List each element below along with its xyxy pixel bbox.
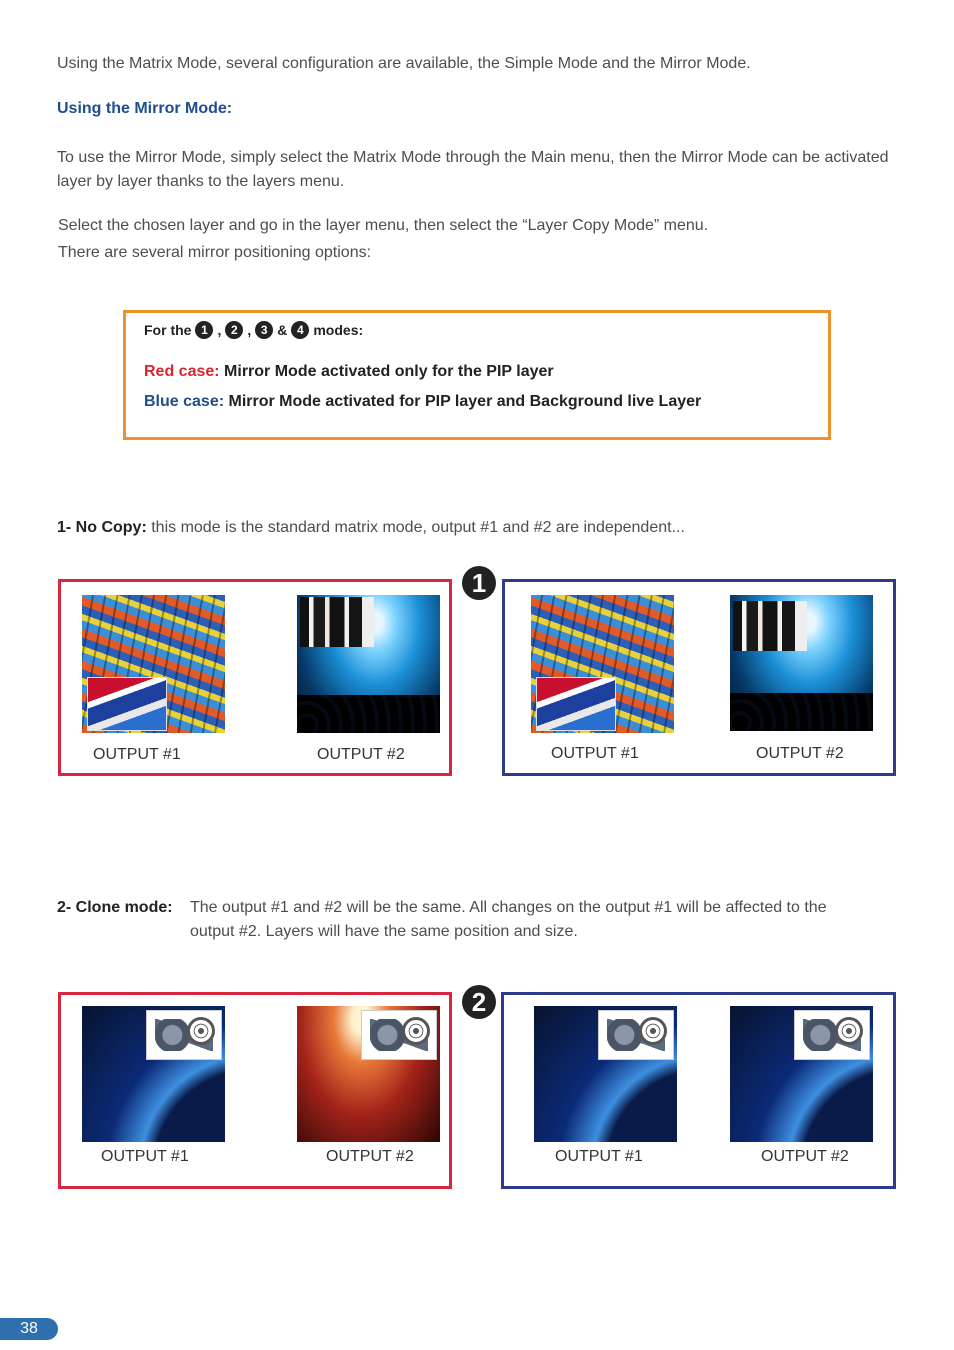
- para-options: There are several mirror positioning options:: [58, 244, 372, 261]
- legend-num-2: 2: [225, 321, 243, 339]
- mode1-blue-output2-label: OUTPUT #2: [756, 745, 844, 762]
- legend-blue-line: [144, 393, 701, 411]
- mode1-number-badge: 1: [462, 566, 496, 600]
- legend-blue-label: Blue case:: [144, 393, 225, 410]
- legend-header: [144, 321, 363, 339]
- legend-amp: &: [277, 322, 288, 338]
- crowd-silhouette: [730, 693, 873, 731]
- mode2-blue-output1-label: OUTPUT #1: [555, 1148, 643, 1165]
- pip-flags-image: [536, 677, 616, 731]
- legend-red-label: Red case:: [144, 363, 220, 380]
- legend-num-4: 4: [291, 321, 309, 339]
- mode2-red-frame: [58, 992, 452, 1189]
- mode2-text-line1: The output #1 and #2 will be the same. All changes on the output #1 will be affected to the: [190, 899, 827, 916]
- mode2-title: [57, 896, 173, 920]
- mode1-red-output1-label: OUTPUT #1: [93, 746, 181, 763]
- pip-violinists-image: [733, 601, 807, 651]
- legend-num-3: 3: [255, 321, 273, 339]
- output2-concert-image: [730, 595, 873, 731]
- mode1-blue-frame: [502, 579, 896, 776]
- output1-console-image: [531, 595, 674, 733]
- crowd-silhouette: [297, 695, 440, 733]
- legend-modes: modes:: [313, 322, 364, 338]
- pip-flags-image: [87, 677, 167, 731]
- mode2-blue-output2-label: OUTPUT #2: [761, 1148, 849, 1165]
- mode2-text-line2: output #2. Layers will have the same position and size.: [190, 923, 578, 940]
- mode2-red-output1-label: OUTPUT #1: [101, 1148, 189, 1165]
- pip-violinists-image: [300, 597, 374, 647]
- film-reel-icon: [835, 1017, 863, 1045]
- intro-text: Using the Matrix Mode, several configuration are available, the Simple Mode and the Mirror Mode.: [57, 55, 751, 72]
- mode1-description: [57, 516, 685, 540]
- page-number: 38: [0, 1318, 58, 1340]
- mode2-red-output2-label: OUTPUT #2: [326, 1148, 414, 1165]
- mode2-text: [190, 896, 910, 944]
- legend-for-the: For the: [144, 322, 192, 338]
- legend-box: [123, 310, 831, 440]
- pip-film-image: [598, 1010, 674, 1060]
- mode1-red-output2-label: OUTPUT #2: [317, 746, 405, 763]
- output1-console-image: [82, 595, 225, 733]
- film-reel-icon: [639, 1017, 667, 1045]
- pip-film-image: [794, 1010, 870, 1060]
- mode2-title-text: 2- Clone mode:: [57, 899, 173, 916]
- para-layer-copy: Select the chosen layer and go in the layer menu, then select the “Layer Copy Mode” menu.: [58, 217, 709, 234]
- section-title: Using the Mirror Mode:: [57, 100, 233, 117]
- mode1-title: 1- No Copy:: [57, 519, 147, 536]
- mode1-red-frame: [58, 579, 452, 776]
- output1-background-image: [534, 1006, 677, 1142]
- mode2-blue-frame: [501, 992, 896, 1189]
- para-mirror-instructions: To use the Mirror Mode, simply select the Matrix Mode through the Main menu, then the Mirror Mode can be activated layer by layer thanks to the layers menu.: [57, 149, 889, 190]
- legend-red-text: Mirror Mode activated only for the PIP layer: [224, 363, 554, 380]
- pip-film-image: [146, 1010, 222, 1060]
- legend-comma: ,: [247, 322, 252, 338]
- legend-red-line: [144, 363, 554, 381]
- output1-background-image: [82, 1006, 225, 1142]
- output2-stage-image: [297, 1006, 440, 1142]
- film-reel-icon: [187, 1017, 215, 1045]
- mode2-number-badge: 2: [462, 985, 496, 1019]
- mode1-text: this mode is the standard matrix mode, output #1 and #2 are independent...: [151, 519, 685, 536]
- film-reel-icon: [402, 1017, 430, 1045]
- legend-blue-text: Mirror Mode activated for PIP layer and Background live Layer: [228, 393, 702, 410]
- output2-concert-image: [297, 595, 440, 733]
- mode1-blue-output1-label: OUTPUT #1: [551, 745, 639, 762]
- legend-num-1: 1: [195, 321, 213, 339]
- output2-background-image: [730, 1006, 873, 1142]
- pip-film-image: [361, 1010, 437, 1060]
- legend-comma: ,: [217, 322, 222, 338]
